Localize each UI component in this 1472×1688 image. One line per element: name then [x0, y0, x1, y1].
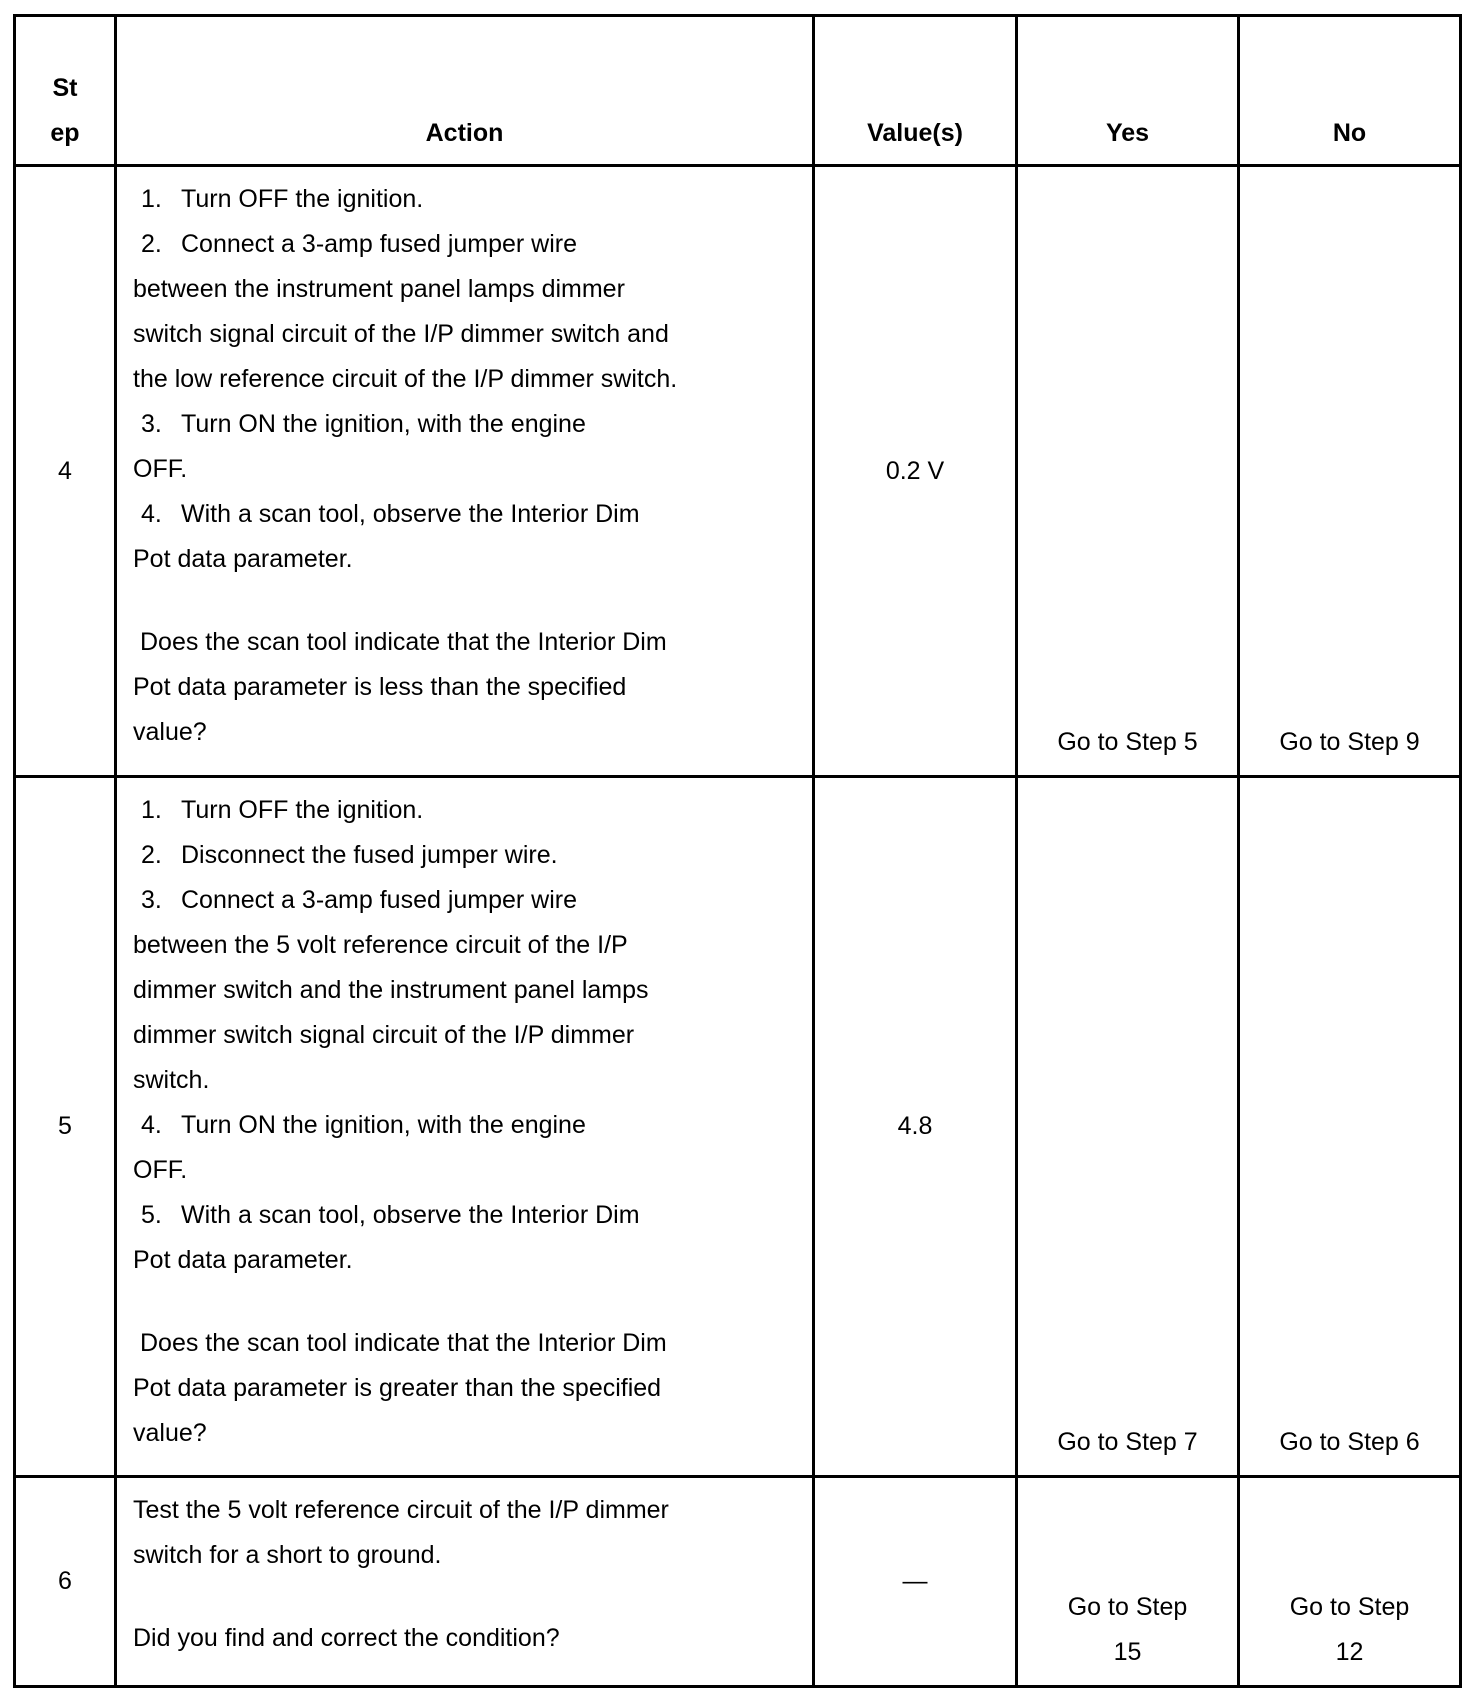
yes-cell: Go to Step 5 — [1017, 166, 1239, 777]
no-cell — [1239, 1477, 1461, 1687]
action-line: between the instrument panel lamps dimmer — [133, 275, 625, 303]
question-line: Pot data parameter is less than the specified — [133, 673, 627, 701]
diagnostic-table — [13, 14, 1462, 1688]
header-no: No — [1239, 16, 1461, 166]
action-line: switch signal circuit of the I/P dimmer switch and — [133, 320, 669, 348]
action-line: OFF. — [133, 1156, 188, 1184]
action-item: 3. Turn ON the ignition, with the engine — [141, 410, 586, 438]
question-line: Pot data parameter is greater than the specified — [133, 1374, 662, 1402]
action-line: dimmer switch signal circuit of the I/P dimmer — [133, 1021, 635, 1049]
table-row — [15, 1477, 1461, 1687]
value-cell: 0.2 V — [814, 166, 1017, 777]
value-cell: — — [814, 1477, 1017, 1687]
action-line: Pot data parameter. — [133, 1246, 353, 1274]
question-line: value? — [133, 718, 207, 746]
header-yes: Yes — [1017, 16, 1239, 166]
question-line: Does the scan tool indicate that the Interior Dim — [140, 628, 667, 656]
action-line: between the 5 volt reference circuit of the I/P — [133, 931, 628, 959]
header-values: Value(s) — [814, 16, 1017, 166]
action-cell — [116, 166, 814, 777]
question-line: value? — [133, 1419, 207, 1447]
step-number: 5 — [15, 777, 116, 1477]
action-item: 2. Disconnect the fused jumper wire. — [141, 841, 558, 869]
action-item: 3. Connect a 3-amp fused jumper wire — [141, 886, 578, 914]
action-line: OFF. — [133, 455, 188, 483]
yes-line: 15 — [1113, 1638, 1142, 1666]
action-item: 4. Turn ON the ignition, with the engine — [141, 1111, 586, 1139]
action-cell — [116, 777, 814, 1477]
yes-cell: Go to Step 7 — [1017, 777, 1239, 1477]
no-line: 12 — [1335, 1638, 1364, 1666]
action-item: 2. Connect a 3-amp fused jumper wire — [141, 230, 578, 258]
action-line: dimmer switch and the instrument panel lamps — [133, 976, 649, 1004]
no-line: Go to Step — [1289, 1593, 1410, 1621]
action-line: Pot data parameter. — [133, 545, 353, 573]
header-action: Action — [116, 16, 814, 166]
yes-cell — [1017, 1477, 1239, 1687]
action-line: switch for a short to ground. — [133, 1541, 442, 1569]
action-line: the low reference circuit of the I/P dimmer switch. — [133, 365, 678, 393]
action-item: 4. With a scan tool, observe the Interior Dim — [141, 500, 640, 528]
action-cell — [116, 1477, 814, 1687]
header-step-label: St ep — [50, 74, 80, 147]
question-line: Did you find and correct the condition? — [133, 1624, 560, 1652]
action-item: 1. Turn OFF the ignition. — [141, 796, 424, 824]
action-line: switch. — [133, 1066, 210, 1094]
action-item: 1. Turn OFF the ignition. — [141, 185, 424, 213]
header-step — [15, 16, 116, 166]
question-line: Does the scan tool indicate that the Interior Dim — [140, 1329, 667, 1357]
yes-line: Go to Step — [1067, 1593, 1188, 1621]
table-row — [15, 166, 1461, 777]
step-number: 6 — [15, 1477, 116, 1687]
no-cell: Go to Step 9 — [1239, 166, 1461, 777]
value-cell: 4.8 — [814, 777, 1017, 1477]
header-row — [15, 16, 1461, 166]
table-row — [15, 777, 1461, 1477]
no-cell: Go to Step 6 — [1239, 777, 1461, 1477]
action-line: Test the 5 volt reference circuit of the I/P dimmer — [133, 1496, 669, 1524]
step-number: 4 — [15, 166, 116, 777]
action-item: 5. With a scan tool, observe the Interior Dim — [141, 1201, 640, 1229]
